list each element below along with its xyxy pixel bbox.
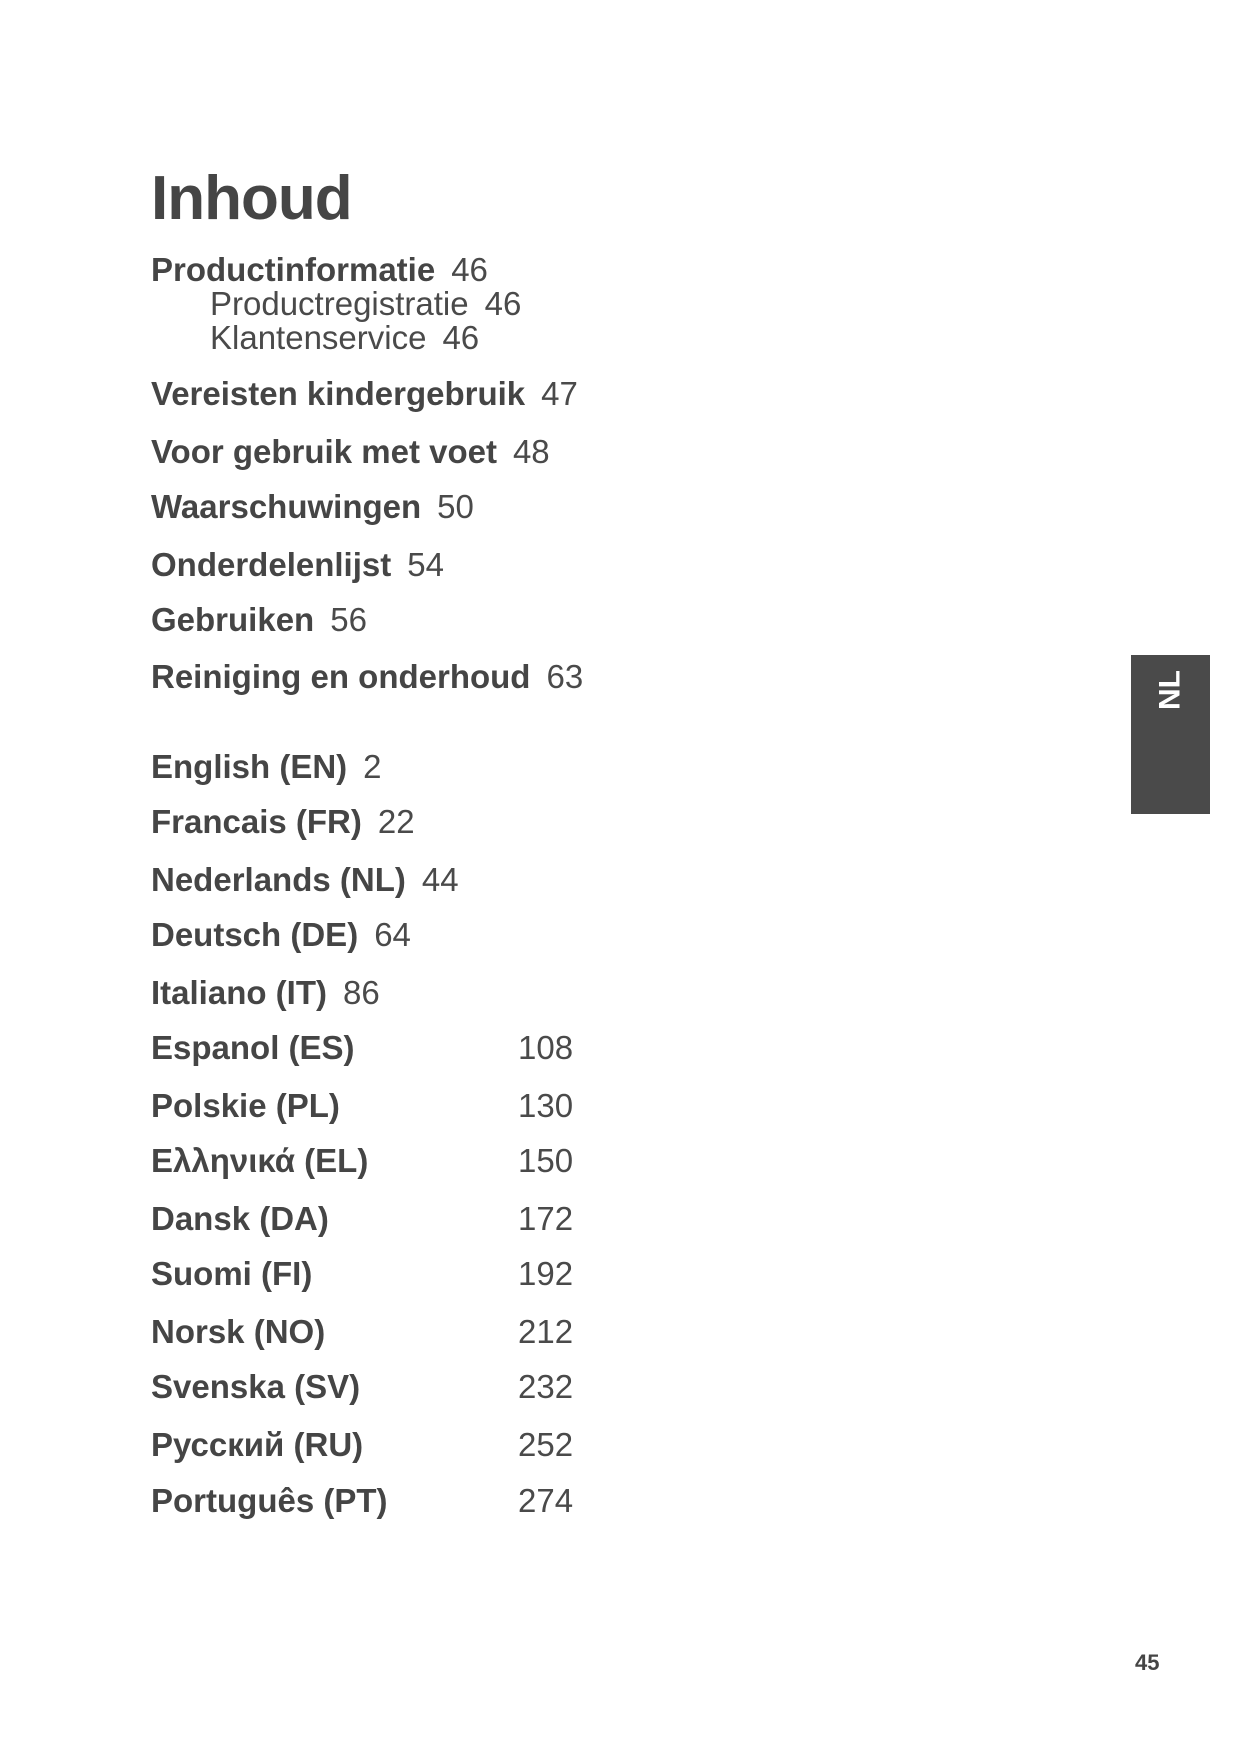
language-side-tab-label: NL (1153, 670, 1187, 710)
language-page-ru: 252 (518, 1426, 574, 1463)
language-page: 86 (343, 974, 380, 1011)
toc-subentry-label: Klantenservice (210, 319, 427, 356)
toc-entry-page: 63 (546, 658, 584, 695)
language-label: Italiano (IT) (151, 974, 327, 1011)
toc-entry-page: 46 (451, 251, 488, 288)
toc-entry-page: 50 (437, 488, 474, 525)
language-entry-no[interactable]: Norsk (NO) (151, 1313, 326, 1350)
language-entry-fi[interactable]: Suomi (FI) (151, 1255, 313, 1292)
language-page-sv: 232 (518, 1368, 574, 1405)
language-page-pt: 274 (518, 1482, 574, 1519)
toc-subentry-label: Productregistratie (210, 285, 469, 322)
language-page: 44 (421, 861, 459, 898)
toc-subentry-klantenservice[interactable] (210, 321, 479, 354)
toc-entry-label: Voor gebruik met voet (151, 433, 497, 470)
toc-entry-label: Waarschuwingen (151, 488, 422, 525)
page-number: 45 (1135, 1650, 1160, 1675)
language-entry-de[interactable] (151, 918, 411, 951)
language-page-da: 172 (518, 1200, 574, 1237)
toc-entry-gebruiken[interactable] (151, 603, 367, 636)
toc-subentry-page: 46 (484, 285, 522, 322)
toc-entry-page: 54 (407, 546, 444, 583)
toc-entry-voor-gebruik[interactable] (151, 435, 550, 468)
language-label: English (EN) (151, 748, 348, 785)
language-page: 2 (363, 748, 382, 785)
toc-entry-label: Productinformatie (151, 251, 436, 288)
language-entry-pl[interactable]: Polskie (PL) (151, 1087, 340, 1124)
language-page-no: 212 (518, 1313, 574, 1350)
toc-subentry-productregistratie[interactable] (210, 287, 521, 320)
toc-entry-onderdelenlijst[interactable] (151, 548, 444, 581)
language-page-pl: 130 (518, 1087, 574, 1124)
language-entry-pt[interactable]: Português (PT) (151, 1482, 388, 1519)
toc-entry-productinformatie[interactable] (151, 253, 488, 286)
toc-entry-label: Gebruiken (151, 601, 315, 638)
language-entry-en[interactable] (151, 750, 382, 783)
language-entry-fr[interactable] (151, 805, 415, 838)
toc-entry-page: 47 (541, 375, 578, 412)
language-label: Nederlands (NL) (151, 861, 406, 898)
toc-entry-waarschuwingen[interactable] (151, 490, 474, 523)
toc-entry-vereisten[interactable] (151, 377, 578, 410)
toc-entry-reiniging[interactable] (151, 660, 583, 693)
language-entry-es[interactable]: Espanol (ES) (151, 1029, 355, 1066)
language-entry-da[interactable]: Dansk (DA) (151, 1200, 329, 1237)
language-page-es: 108 (518, 1029, 574, 1066)
language-label: Francais (FR) (151, 803, 362, 840)
toc-entry-label: Onderdelenlijst (151, 546, 392, 583)
toc-entry-label: Vereisten kindergebruik (151, 375, 526, 412)
language-page: 64 (374, 916, 411, 953)
page-title: Inhoud (151, 164, 352, 233)
language-label: Deutsch (DE) (151, 916, 359, 953)
language-entry-sv[interactable]: Svenska (SV) (151, 1368, 361, 1405)
language-entry-ru[interactable]: Русский (RU) (151, 1426, 364, 1463)
language-entry-it[interactable] (151, 976, 380, 1009)
toc-subentry-page: 46 (442, 319, 480, 356)
toc-entry-label: Reiniging en onderhoud (151, 658, 531, 695)
language-entry-nl[interactable] (151, 863, 459, 896)
language-entry-el[interactable]: Ελληνικά (EL) (151, 1142, 369, 1179)
language-page-el: 150 (518, 1142, 574, 1179)
language-page-fi: 192 (518, 1255, 574, 1292)
toc-entry-page: 48 (512, 433, 550, 470)
toc-entry-page: 56 (330, 601, 367, 638)
language-page: 22 (377, 803, 415, 840)
